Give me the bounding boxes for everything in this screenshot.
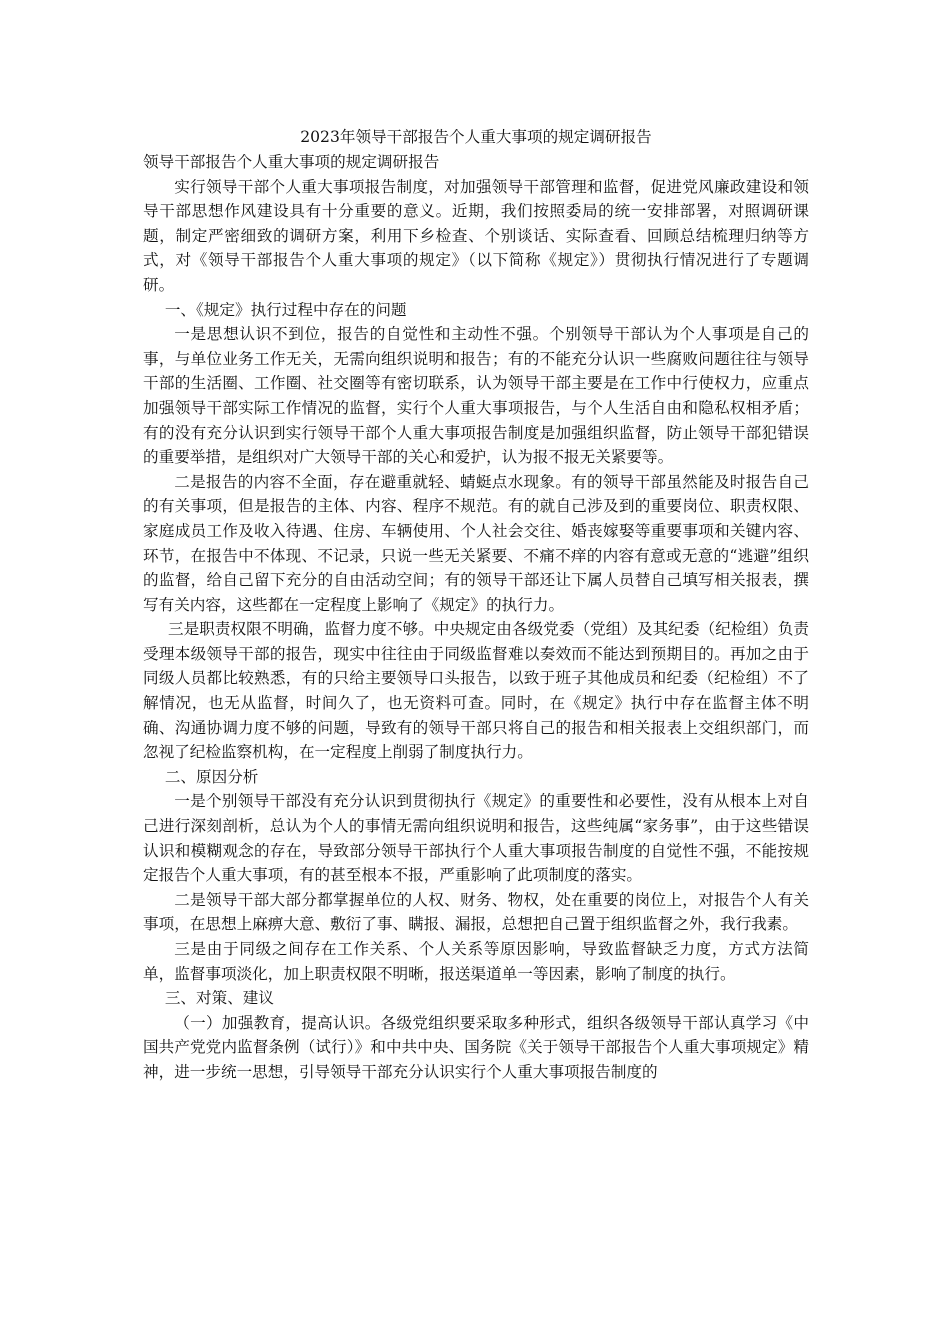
section-heading-problems: 一、《规定》执行过程中存在的问题 [164,300,407,319]
problem-paragraph-1: 一是思想认识不到位，报告的自觉性和主动性不强。个别领导干部认为个人事项是自己的事，与单位业务工作无关，无需向组织说明和报告；有的不能充分认识一些腐败问题往往与领导干部的生活圈、工作圈、社交圈等有密切联系，认为领导干部主要是在工作中行使权力，应重点加强领导干部实际工作情况的监督，实行个人重大事项报告，与个人生活自由和隐私权相矛盾；有的没有充分认识到实行领导干部个人重大事项报告制度是加强组织监督，防止领导干部犯错误的重要举措，是组织对广大领导干部的关心和爱护，认为报不报无关紧要等。 [143,325,809,467]
document-title: 2023年领导干部报告个人重大事项的规定调研报告 [300,128,652,146]
section-heading-suggestions: 三、对策、建议 [164,989,274,1008]
cause-paragraph-1: 一是个别领导干部没有充分认识到贯彻执行《规定》的重要性和必要性，没有从根本上对自己进行深刻剖析，总认为个人的事情无需向组织说明和报告，这些纯属“家务事”，由于这些错误认识和模糊观念的存在，导致部分领导干部执行个人重大事项报告制度的自觉性不强，不能按规定报告个人重大事项，有的甚至根本不报，严重影响了此项制度的落实。 [143,792,809,885]
cause-paragraph-2: 二是领导干部大部分都掌握单位的人权、财务、物权，处在重要的岗位上，对报告个人有关事项，在思想上麻痹大意、敷衍了事、瞒报、漏报，总想把自己置于组织监督之外，我行我素。 [143,890,809,934]
intro-paragraph: 实行领导干部个人重大事项报告制度，对加强领导干部管理和监督，促进党风廉政建设和领导干部思想作风建设具有十分重要的意义。近期，我们按照委局的统一安排部署，对照调研课题，制定严密细致的调研方案，利用下乡检查、个别谈话、实际查看、回顾总结梳理归纳等方式，对《领导干部报告个人重大事项的规定》（以下简称《规定》）贯彻执行情况进行了专题调研。 [143,177,809,294]
cause-paragraph-3: 三是由于同级之间存在工作关系、个人关系等原因影响，导致监督缺乏力度，方式方法简单，监督事项淡化，加上职责权限不明晰，报送渠道单一等因素，影响了制度的执行。 [143,940,809,983]
problem-paragraph-3: 三是职责权限不明确，监督力度不够。中央规定由各级党委（党组）及其纪委（纪检组）负责受理本级领导干部的报告，现实中往往由于同级监督难以奏效而不能达到预期目的。再加之由于同级人员都比较熟悉，有的只给主要领导口头报告，以致于班子其他成员和纪委（纪检组）不了解情况，也无从监督，时间久了，也无资料可查。同时，在《规定》执行中存在监督主体不明确、沟通协调力度不够的问题，导致有的领导干部只将自己的报告和相关报表上交组织部门，而忽视了纪检监察机构，在一定程度上削弱了制度执行力。 [143,620,809,762]
problem-paragraph-2: 二是报告的内容不全面，存在避重就轻、蜻蜓点水现象。有的领导干部虽然能及时报告自己的有关事项，但是报告的主体、内容、程序不规范。有的就自己涉及到的重要岗位、职责权限、家庭成员工作及收入待遇、住房、车辆使用、个人社会交往、婚丧嫁娶等重要事项和关键内容、环节，在报告中不体现、不记录，只说一些无关紧要、不痛不痒的内容有意或无意的“逃避”组织的监督，给自己留下充分的自由活动空间；有的领导干部还让下属人员替自己填写相关报表，撰写有关内容，这些都在一定程度上影响了《规定》的执行力。 [143,472,809,614]
suggestion-paragraph-1: （一）加强教育，提高认识。各级党组织要采取多种形式，组织各级领导干部认真学习《中国共产党党内监督条例（试行）》和中共中央、国务院《关于领导干部报告个人重大事项规定》精神，进一步统一思想，引导领导干部充分认识实行个人重大事项报告制度的 [143,1013,809,1081]
document-subtitle: 领导干部报告个人重大事项的规定调研报告 [143,153,440,171]
document-body [143,124,809,1085]
section-heading-causes: 二、原因分析 [164,767,259,786]
